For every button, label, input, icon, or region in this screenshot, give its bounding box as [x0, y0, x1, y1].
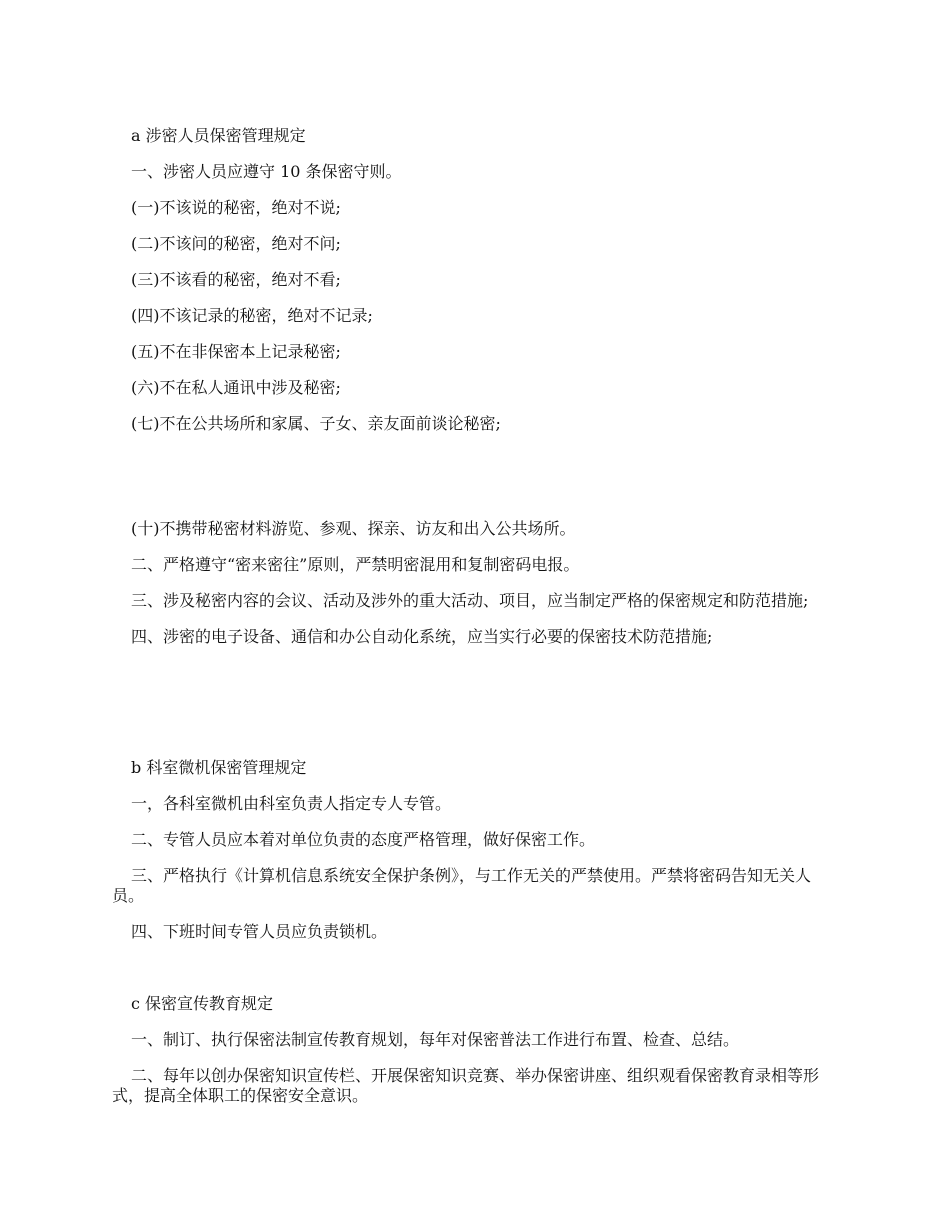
section-a-rule: (五)不在非保密本上记录秘密; [131, 342, 341, 361]
section-b [112, 758, 842, 958]
section-a-rule-ten: (十)不携带秘密材料游览、参观、探亲、访友和出入公共场所。 [131, 519, 576, 538]
section-b-item: 一，各科室微机由科室负责人指定专人专管。 [131, 794, 452, 813]
section-a-item: 三、涉及秘密内容的会议、活动及涉外的重大活动、项目，应当制定严格的保密规定和防范措施; [131, 591, 809, 610]
section-a-rule: (一)不该说的秘密，绝对不说; [131, 198, 341, 217]
section-a-rule: (六)不在私人通讯中涉及秘密; [131, 378, 341, 397]
section-c [112, 994, 842, 1122]
section-c-heading: c 保密宣传教育规定 [131, 994, 274, 1013]
section-a-rule: (七)不在公共场所和家属、子女、亲友面前谈论秘密; [131, 414, 501, 433]
section-a-rule-intro: 一、涉密人员应遵守 10 条保密守则。 [131, 162, 402, 181]
section-a-rule: (二)不该问的秘密，绝对不问; [131, 234, 341, 253]
section-a-rule: (四)不该记录的秘密，绝对不记录; [131, 306, 373, 325]
section-a-item: 二、严格遵守“密来密往”原则，严禁明密混用和复制密码电报。 [131, 555, 580, 574]
section-a-item: 四、涉密的电子设备、通信和办公自动化系统，应当实行必要的保密技术防范措施; [131, 627, 713, 646]
section-a-rule: (三)不该看的秘密，绝对不看; [131, 270, 341, 289]
section-b-item: 三、严格执行《计算机信息系统安全保护条例》，与工作无关的严禁使用。严禁将密码告知无关人员。 [112, 866, 812, 905]
section-c-item: 二、每年以创办保密知识宣传栏、开展保密知识竞赛、举办保密讲座、组织观看保密教育录相等形式，提高全体职工的保密安全意识。 [112, 1066, 820, 1105]
section-a-heading: a 涉密人员保密管理规定 [131, 126, 306, 145]
section-b-heading: b 科室微机保密管理规定 [131, 758, 307, 777]
section-a-continued [112, 519, 842, 663]
section-b-item: 二、专管人员应本着对单位负责的态度严格管理，做好保密工作。 [131, 830, 596, 849]
section-b-item: 四、下班时间专管人员应负责锁机。 [131, 922, 388, 941]
section-c-item: 一、制订、执行保密法制宣传教育规划，每年对保密普法工作进行布置、检查、总结。 [131, 1030, 740, 1049]
section-a [112, 126, 842, 450]
